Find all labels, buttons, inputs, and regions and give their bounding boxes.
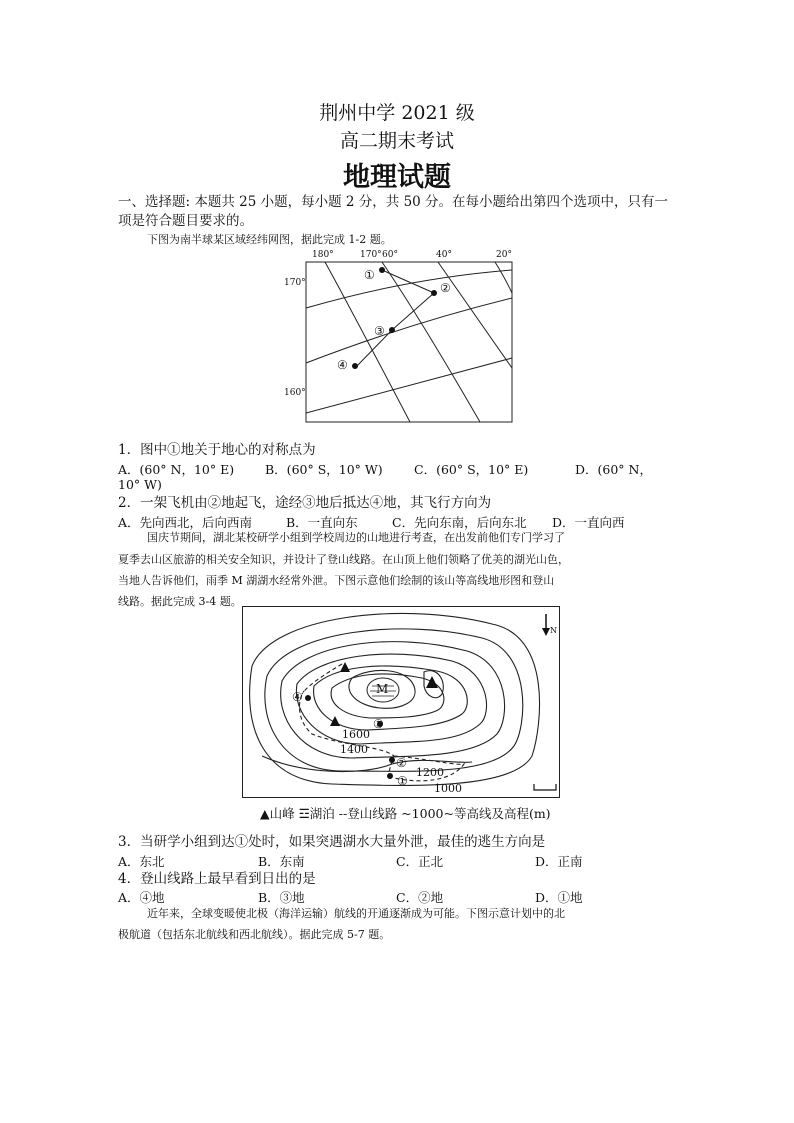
peak-icon <box>340 662 350 672</box>
lon-label-170: 170° <box>360 250 382 260</box>
q1-stem: 1．图中①地关于地心的对称点为 <box>118 442 316 458</box>
lat-label-60: 60° <box>382 250 398 260</box>
point-2-label: ② <box>440 281 451 295</box>
route-label-4: ④ <box>292 690 303 704</box>
q1-option-d-wrap: 10° W) <box>118 477 162 492</box>
passage-1: 下图为南半球某区域经纬网图，据此完成 1-2 题。 <box>147 233 392 246</box>
contour-label-1600: 1600 <box>342 728 370 741</box>
lon-label-left-170: 170° <box>284 278 306 288</box>
q1-option-d: D．(60° N， <box>575 462 652 477</box>
point-2-marker <box>431 290 437 296</box>
q1-option-c: C．(60° S，10° E) <box>414 462 529 477</box>
q3-option-d: D．正南 <box>535 854 583 869</box>
point-1-marker <box>379 267 385 273</box>
contour-line <box>265 629 523 771</box>
lon-label-180: 180° <box>312 250 334 260</box>
parallel-line <box>306 298 512 363</box>
point-1-label: ① <box>364 268 375 282</box>
route-label-3: ③ <box>373 717 384 731</box>
q3-option-b: B．东南 <box>258 854 305 869</box>
exam-title: 高二期末考试 <box>339 130 454 152</box>
subject-title: 地理试题 <box>343 162 451 193</box>
lat-label-40: 40° <box>436 250 452 260</box>
contour-figure <box>242 606 560 798</box>
point-4-marker <box>352 363 358 369</box>
lat-label-20: 20° <box>496 250 512 260</box>
q4-stem: 4．登山线路上最早看到日出的是 <box>118 871 316 887</box>
peak-icon <box>426 676 438 688</box>
passage-2-line4: 线路。据此完成 3-4 题。 <box>118 595 242 608</box>
q4-option-a: A．④地 <box>118 890 165 905</box>
q1-option-b: B．(60° S，10° W) <box>265 462 383 477</box>
contour-label-1400: 1400 <box>340 743 368 756</box>
q2-option-d: D．一直向西 <box>552 515 625 530</box>
q2-option-c: C．先向东南，后向东北 <box>392 515 527 530</box>
lake-label: M <box>376 682 389 696</box>
route-point-4 <box>305 695 311 701</box>
lon-label-left-160: 160° <box>284 388 306 398</box>
route-point-1 <box>387 773 393 779</box>
point-4-label: ④ <box>337 358 348 372</box>
scale-bar-icon <box>534 784 556 790</box>
passage-2-line3: 当地人告诉他们，雨季 M 湖湖水经常外泄。下图示意他们绘制的该山等高线地形图和登山 <box>118 574 555 587</box>
q3-stem: 3．当研学小组到达①处时，如果突遇湖水大量外泄，最佳的逃生方向是 <box>118 834 546 850</box>
passage-3-line2: 极航道（包括东北航线和西北航线）。据此完成 5-7 题。 <box>118 928 391 941</box>
contour-label-1200: 1200 <box>416 766 444 779</box>
section-intro-line2: 项是符合题目要求的。 <box>118 213 253 229</box>
q4-option-c: C．②地 <box>396 890 444 905</box>
passage-2-line1: 国庆节期间，湖北某校研学小组到学校周边的山地进行考查，在出发前他们专门学习了 <box>147 531 565 544</box>
contour-label-1000: 1000 <box>434 782 462 795</box>
q3-option-a: A．东北 <box>118 854 165 869</box>
route-point-2 <box>389 757 395 763</box>
q4-option-d: D．①地 <box>535 890 583 905</box>
graticule-figure <box>284 248 530 428</box>
contour-legend: ▲山峰 ☲湖泊 --登山线路 ~1000~等高线及高程(m) <box>260 806 551 821</box>
q1-option-a: A．(60° N，10° E) <box>118 462 235 477</box>
school-title: 荆州中学 2021 级 <box>319 102 475 124</box>
q4-option-b: B．③地 <box>258 890 305 905</box>
graticule-map <box>300 248 530 428</box>
q2-option-b: B．一直向东 <box>286 515 358 530</box>
q3-option-c: C．正北 <box>396 854 444 869</box>
point-3-label: ③ <box>374 324 385 338</box>
passage-2-line2: 夏季去山区旅游的相关安全知识，并设计了登山线路。在山顶上他们领略了优美的湖光山色， <box>118 553 569 566</box>
q2-option-a: A．先向西北，后向西南 <box>118 515 253 530</box>
point-3-marker <box>389 327 395 333</box>
section-intro-line1: 一、选择题: 本题共 25 小题，每小题 2 分，共 50 分。在每小题给出第四个选项中，只有一 <box>118 194 669 210</box>
route-label-2: ② <box>396 756 407 770</box>
route-label-1: ① <box>397 774 408 788</box>
north-label: N <box>550 626 557 635</box>
parallel-line <box>306 270 512 308</box>
passage-3-line1: 近年来，全球变暖使北极（海洋运输）航线的开通逐渐成为可能。下图示意计划中的北 <box>147 907 565 920</box>
q2-stem: 2．一架飞机由②地起飞，途经③地后抵达④地，其飞行方向为 <box>118 495 492 511</box>
meridian-line <box>495 262 512 293</box>
